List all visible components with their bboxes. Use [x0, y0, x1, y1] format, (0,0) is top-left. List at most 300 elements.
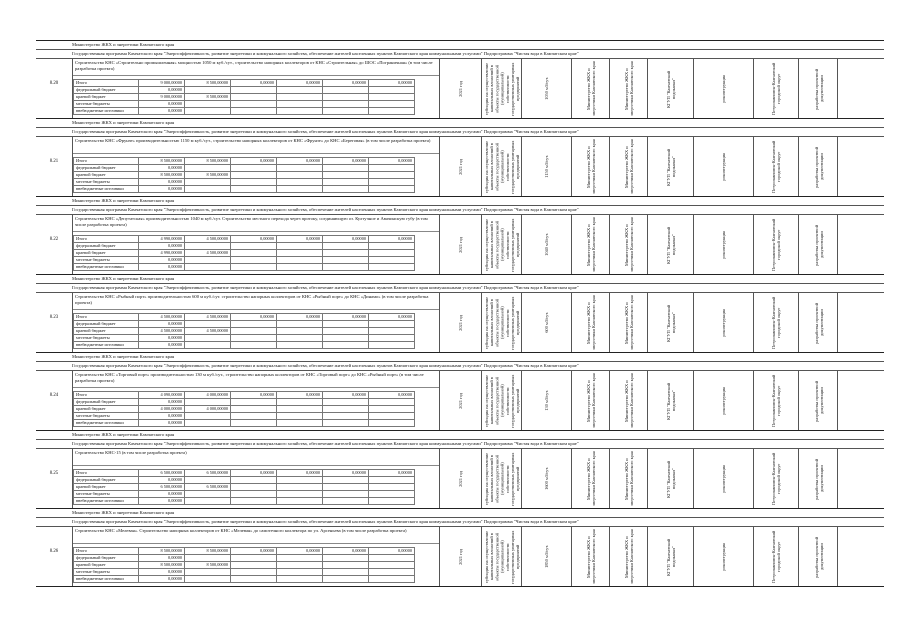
finance-source-label: внебюджетные источники: [74, 264, 139, 271]
finance-value: 4 500,00000: [185, 236, 231, 243]
finance-row: [74, 491, 415, 498]
customer2-cell: [609, 449, 648, 508]
finance-source-label: местные бюджеты: [74, 101, 139, 108]
finance-value: 4 990,00000: [139, 250, 185, 257]
location-text: Петропавловск-Камчатский городской округ: [771, 530, 782, 583]
finance-value: 0,00000: [369, 548, 415, 555]
stage-cell: [693, 137, 754, 196]
finance-value: 0,00000: [139, 186, 185, 193]
finance-value: 0,00000: [323, 236, 369, 243]
object-description-cell: [72, 527, 440, 586]
finance-row: [74, 484, 415, 491]
finance-value: [231, 562, 277, 569]
finance-value: [277, 562, 323, 569]
year-text: 2021 год: [458, 158, 464, 175]
investment-table: [36, 40, 884, 587]
finance-value: 4 500,00000: [185, 314, 231, 321]
capacity-cell: [521, 527, 572, 586]
finance-value: [231, 108, 277, 115]
finance-source-label: внебюджетные источники: [74, 498, 139, 505]
customer1-cell: [571, 59, 610, 118]
purpose-cell: [481, 137, 522, 196]
capacity-text: 130 м3/сут.: [544, 390, 550, 411]
finance-value: [323, 491, 369, 498]
finance-value: [323, 257, 369, 264]
finance-value: [369, 94, 415, 101]
finance-value: 0,00000: [231, 470, 277, 477]
finance-row: [74, 413, 415, 420]
finance-value: [277, 87, 323, 94]
finance-value: 0,00000: [231, 392, 277, 399]
purpose-cell: [481, 59, 522, 118]
finance-value: [185, 101, 231, 108]
finance-source-label: Итого: [74, 392, 139, 399]
stage-cell: [693, 293, 754, 352]
finance-value: 0,00000: [369, 470, 415, 477]
finance-value: 4 090,00000: [139, 392, 185, 399]
ministry-line: Министерство ЖКХ и энергетики Камчатского края: [36, 41, 884, 50]
finance-source-label: краевой бюджет: [74, 172, 139, 179]
finance-source-label: федеральный бюджет: [74, 243, 139, 250]
stage-cell: [693, 371, 754, 430]
finance-source-label: Итого: [74, 314, 139, 321]
purpose-text: субсидия на осуществление капитальных вложений в объекты государственной (муниципальной) собственности государственных унитарных предприятий: [483, 139, 520, 194]
object-description: Строительство КНС «Мелевая». Строительство напорных коллекторов от КНС «Мелевая» до самотечного коллектора по ул. Арсеньева (в том числе разработка проекта): [73, 527, 440, 544]
finance-value: 0,00000: [231, 314, 277, 321]
location-cell: [753, 215, 799, 274]
stage-text: реконструкция: [721, 464, 727, 493]
executor-text: КГУП "Камчатский водоканал": [665, 69, 676, 108]
finance-value: [277, 250, 323, 257]
finance-value: 0,00000: [231, 158, 277, 165]
finance-value: [185, 413, 231, 420]
finance-value: [323, 179, 369, 186]
object-description: Строительство КНС-15 (в том числе разработка проекта): [73, 449, 440, 466]
capacity-cell: [521, 293, 572, 352]
object-block: [36, 430, 884, 508]
finance-source-label: Итого: [74, 470, 139, 477]
finance-value: [277, 413, 323, 420]
year-text: 2021 год: [458, 392, 464, 409]
finance-row: [74, 392, 415, 399]
finance-row: [74, 562, 415, 569]
finance-value: 4 990,00000: [139, 236, 185, 243]
executor-text: КГУП "Камчатский водоканал": [665, 303, 676, 342]
location-cell: [753, 371, 799, 430]
year-cell: [439, 449, 482, 508]
ministry-line: Министерство ЖКХ и энергетики Камчатского края: [36, 509, 884, 518]
finance-row: [74, 477, 415, 484]
customer1-text: Министерство ЖКХ и энергетики Камчатского края: [585, 139, 596, 194]
finance-value: [369, 321, 415, 328]
finance-source-label: федеральный бюджет: [74, 399, 139, 406]
finance-value: [323, 321, 369, 328]
finance-row: [74, 555, 415, 562]
object-description: Строительство КНС «Рыбный порт» производительностью 600 м куб./сут. строительство напорных коллекторов от КНС «Рыбный порт» до КНС «Динамо» (в том числе разработка проекта): [73, 293, 440, 310]
finance-value: [323, 399, 369, 406]
finance-value: [369, 498, 415, 505]
customer1-cell: [571, 527, 610, 586]
finance-value: [369, 406, 415, 413]
finance-value: [369, 243, 415, 250]
finance-row: [74, 94, 415, 101]
stage-text: реконструкция: [721, 308, 727, 337]
customer1-text: Министерство ЖКХ и энергетики Камчатского края: [585, 529, 596, 584]
finance-value: [185, 321, 231, 328]
docs-cell: [798, 293, 839, 352]
finance-value: [277, 498, 323, 505]
finance-value: [277, 172, 323, 179]
finance-value: 0,00000: [277, 314, 323, 321]
customer2-cell: [609, 215, 648, 274]
finance-source-label: местные бюджеты: [74, 569, 139, 576]
executor-cell: [647, 293, 694, 352]
year-cell: [439, 137, 482, 196]
customer2-text: Министерство ЖКХ и энергетики Камчатского края: [623, 529, 634, 584]
finance-value: [369, 491, 415, 498]
ministry-line: Министерство ЖКХ и энергетики Камчатского края: [36, 353, 884, 362]
finance-value: [323, 335, 369, 342]
year-text: 2021 год: [458, 548, 464, 565]
finance-value: 8 500,00000: [185, 562, 231, 569]
finance-value: 0,00000: [139, 108, 185, 115]
capacity-cell: [521, 215, 572, 274]
finance-value: 4 000,00000: [185, 392, 231, 399]
finance-value: [369, 108, 415, 115]
stage-cell: [693, 527, 754, 586]
finance-source-label: Итого: [74, 548, 139, 555]
finance-value: 0,00000: [369, 158, 415, 165]
purpose-text: субсидия на осуществление капитальных вложений в объекты государственной (муниципальной) собственности государственных унитарных предприятий: [483, 529, 520, 584]
finance-value: 0,00000: [139, 342, 185, 349]
finance-value: [231, 179, 277, 186]
finance-value: [369, 172, 415, 179]
object-body: [36, 449, 884, 508]
finance-value: [185, 555, 231, 562]
docs-cell: [798, 59, 839, 118]
finance-value: [277, 264, 323, 271]
purpose-text: субсидия на осуществление капитальных вложений в объекты государственной (муниципальной) собственности государственных унитарных предприятий: [483, 61, 520, 116]
purpose-cell: [481, 449, 522, 508]
customer1-text: Министерство ЖКХ и энергетики Камчатского края: [585, 61, 596, 116]
finance-value: [323, 328, 369, 335]
stage-text: реконструкция: [721, 386, 727, 415]
finance-value: 0,00000: [139, 179, 185, 186]
customer2-text: Министерство ЖКХ и энергетики Камчатского края: [623, 61, 634, 116]
location-text: Петропавловск-Камчатский городской округ: [771, 140, 782, 193]
docs-cell: [798, 371, 839, 430]
finance-value: 0,00000: [139, 498, 185, 505]
executor-cell: [647, 59, 694, 118]
finance-value: [369, 477, 415, 484]
finance-value: 0,00000: [139, 321, 185, 328]
purpose-cell: [481, 293, 522, 352]
finance-value: [185, 491, 231, 498]
finance-row: [74, 342, 415, 349]
finance-value: [369, 569, 415, 576]
finance-table: [73, 391, 415, 427]
capacity-text: 1150 м3/сут.: [544, 155, 550, 178]
finance-value: [369, 257, 415, 264]
finance-value: [277, 491, 323, 498]
finance-source-label: федеральный бюджет: [74, 477, 139, 484]
row-number: 8.23: [49, 315, 59, 320]
finance-source-label: внебюджетные источники: [74, 108, 139, 115]
stage-text: реконструкция: [721, 74, 727, 103]
object-block: [36, 508, 884, 587]
finance-source-label: местные бюджеты: [74, 413, 139, 420]
finance-source-label: федеральный бюджет: [74, 321, 139, 328]
finance-value: [277, 555, 323, 562]
location-cell: [753, 59, 799, 118]
customer1-cell: [571, 215, 610, 274]
finance-table: [73, 313, 415, 349]
finance-value: [231, 328, 277, 335]
finance-value: [323, 243, 369, 250]
stage-cell: [693, 215, 754, 274]
finance-value: [369, 420, 415, 427]
finance-table: [73, 235, 415, 271]
finance-row: [74, 569, 415, 576]
finance-value: [277, 321, 323, 328]
executor-cell: [647, 215, 694, 274]
year-text: 2021 год: [458, 470, 464, 487]
finance-value: [231, 250, 277, 257]
finance-value: [231, 569, 277, 576]
docs-text: разработка проектной документации: [813, 379, 824, 422]
docs-text: разработка проектной документации: [813, 301, 824, 344]
capacity-cell: [521, 371, 572, 430]
object-description: Строительство КНС «Торговый порт» производительностью 130 м куб./сут., строительство напорных коллекторов от КНС «Торговый порт» до КНС «Рыбный порт» (в том числе разработка проекта): [73, 371, 440, 388]
finance-value: [277, 186, 323, 193]
finance-value: 0,00000: [277, 392, 323, 399]
finance-row: [74, 101, 415, 108]
finance-value: [323, 413, 369, 420]
finance-row: [74, 165, 415, 172]
year-cell: [439, 293, 482, 352]
customer2-cell: [609, 59, 648, 118]
finance-value: [231, 555, 277, 562]
finance-value: [323, 87, 369, 94]
location-text: Петропавловск-Камчатский городской округ: [771, 62, 782, 115]
finance-value: 0,00000: [139, 399, 185, 406]
object-block: [36, 118, 884, 196]
finance-value: [277, 484, 323, 491]
finance-value: [323, 250, 369, 257]
finance-value: 0,00000: [369, 236, 415, 243]
stage-cell: [693, 59, 754, 118]
finance-value: [231, 335, 277, 342]
customer2-text: Министерство ЖКХ и энергетики Камчатского края: [623, 139, 634, 194]
docs-cell: [798, 137, 839, 196]
executor-text: КГУП "Камчатский водоканал": [665, 459, 676, 498]
customer2-text: Министерство ЖКХ и энергетики Камчатского края: [623, 451, 634, 506]
finance-value: 0,00000: [369, 80, 415, 87]
customer1-text: Министерство ЖКХ и энергетики Камчатского края: [585, 295, 596, 350]
finance-source-label: Итого: [74, 80, 139, 87]
stage-text: реконструкция: [721, 230, 727, 259]
executor-cell: [647, 137, 694, 196]
finance-row: [74, 399, 415, 406]
finance-value: [323, 406, 369, 413]
finance-value: [277, 399, 323, 406]
object-description-cell: [72, 59, 440, 118]
finance-value: [231, 94, 277, 101]
finance-value: [323, 165, 369, 172]
location-cell: [753, 527, 799, 586]
finance-value: [369, 562, 415, 569]
location-cell: [753, 137, 799, 196]
finance-table: [73, 547, 415, 583]
finance-value: [369, 413, 415, 420]
row-number: 8.20: [49, 81, 59, 86]
purpose-text: субсидия на осуществление капитальных вложений в объекты государственной (муниципальной) собственности государственных унитарных предприятий: [483, 295, 520, 350]
object-block: [36, 274, 884, 352]
finance-value: 8 500,00000: [185, 172, 231, 179]
location-text: Петропавловск-Камчатский городской округ: [771, 218, 782, 271]
finance-value: [323, 477, 369, 484]
finance-value: [185, 420, 231, 427]
finance-value: [323, 108, 369, 115]
finance-value: 0,00000: [139, 413, 185, 420]
finance-value: [231, 477, 277, 484]
finance-source-label: федеральный бюджет: [74, 555, 139, 562]
finance-value: [277, 342, 323, 349]
finance-value: 0,00000: [277, 80, 323, 87]
finance-value: [277, 179, 323, 186]
location-cell: [753, 293, 799, 352]
location-cell: [753, 449, 799, 508]
finance-value: [231, 321, 277, 328]
row-number: 8.26: [49, 549, 59, 554]
finance-value: 8 500,00000: [185, 94, 231, 101]
finance-value: 0,00000: [139, 477, 185, 484]
finance-value: [323, 576, 369, 583]
year-cell: [439, 59, 482, 118]
empty-cell: [837, 293, 884, 352]
finance-source-label: краевой бюджет: [74, 250, 139, 257]
finance-row: [74, 470, 415, 477]
finance-value: 4 500,00000: [185, 250, 231, 257]
finance-source-label: Итого: [74, 236, 139, 243]
empty-cell: [837, 59, 884, 118]
finance-value: [369, 328, 415, 335]
finance-value: [185, 179, 231, 186]
finance-value: 0,00000: [323, 314, 369, 321]
finance-source-label: внебюджетные источники: [74, 342, 139, 349]
program-line: Государственная программа Камчатского края "Энергоэффективность, развитие энергетики и коммунального хозяйства, обеспечение жителей населенных пунктов Камчатского края коммунальными услугами" Подпрограмма "Чистая вода в Камчатском крае": [36, 128, 884, 137]
finance-row: [74, 250, 415, 257]
finance-value: 8 500,00000: [139, 562, 185, 569]
customer1-cell: [571, 293, 610, 352]
finance-value: [323, 264, 369, 271]
finance-source-label: местные бюджеты: [74, 491, 139, 498]
finance-row: [74, 172, 415, 179]
finance-value: [277, 477, 323, 484]
purpose-text: субсидия на осуществление капитальных вложений в объекты государственной (муниципальной) собственности государственных унитарных предприятий: [483, 373, 520, 428]
finance-value: [185, 186, 231, 193]
executor-cell: [647, 449, 694, 508]
program-line: Государственная программа Камчатского края "Энергоэффективность, развитие энергетики и коммунального хозяйства, обеспечение жителей населенных пунктов Камчатского края коммунальными услугами" Подпрограмма "Чистая вода в Камчатском крае": [36, 50, 884, 59]
executor-text: КГУП "Камчатский водоканал": [665, 381, 676, 420]
year-text: 2021 год: [458, 314, 464, 331]
finance-row: [74, 158, 415, 165]
program-line: Государственная программа Камчатского края "Энергоэффективность, развитие энергетики и коммунального хозяйства, обеспечение жителей населенных пунктов Камчатского края коммунальными услугами" Подпрограмма "Чистая вода в Камчатском крае": [36, 440, 884, 449]
ministry-line: Министерство ЖКХ и энергетики Камчатского края: [36, 431, 884, 440]
finance-value: [323, 569, 369, 576]
finance-value: [277, 101, 323, 108]
location-text: Петропавловск-Камчатский городской округ: [771, 452, 782, 505]
capacity-cell: [521, 59, 572, 118]
finance-value: [231, 406, 277, 413]
finance-value: [277, 108, 323, 115]
finance-value: [185, 264, 231, 271]
finance-value: 0,00000: [139, 165, 185, 172]
finance-table: [73, 79, 415, 115]
finance-value: 0,00000: [139, 243, 185, 250]
finance-value: 0,00000: [277, 548, 323, 555]
finance-value: [231, 342, 277, 349]
finance-value: [231, 484, 277, 491]
stage-text: реконструкция: [721, 542, 727, 571]
finance-value: 6 500,00000: [185, 484, 231, 491]
object-description: Строительство КНС «Фрунзе» производительностью 1150 м куб./сут., строительство напорных коллекторов от КНС «Фрунзе» до КНС «Береговая» (в том числе разработка проекта): [73, 137, 440, 154]
object-body: [36, 59, 884, 118]
finance-value: [231, 413, 277, 420]
location-text: Петропавловск-Камчатский городской округ: [771, 296, 782, 349]
finance-value: [323, 186, 369, 193]
finance-value: [323, 498, 369, 505]
finance-value: [277, 569, 323, 576]
finance-value: 8 500,00000: [139, 172, 185, 179]
year-cell: [439, 371, 482, 430]
finance-value: 0,00000: [139, 576, 185, 583]
object-description: Строительство КНС «Строительно промышленная» мощностью 1050 м куб./сут., строительство напорных коллекторов от КНС «Строительная» до ШОС «Пограничная» (в том числе разработка проекта): [73, 59, 440, 76]
object-description-cell: [72, 449, 440, 508]
customer1-text: Министерство ЖКХ и энергетики Камчатского края: [585, 217, 596, 272]
customer1-cell: [571, 449, 610, 508]
finance-value: [369, 186, 415, 193]
finance-value: [277, 335, 323, 342]
docs-cell: [798, 449, 839, 508]
capacity-text: 1040 м3/сут.: [544, 233, 550, 256]
finance-value: [369, 342, 415, 349]
finance-source-label: внебюджетные источники: [74, 420, 139, 427]
finance-value: 0,00000: [231, 236, 277, 243]
ministry-line: Министерство ЖКХ и энергетики Камчатского края: [36, 275, 884, 284]
finance-value: [369, 250, 415, 257]
finance-value: 0,00000: [139, 264, 185, 271]
finance-row: [74, 108, 415, 115]
finance-value: 0,00000: [323, 80, 369, 87]
finance-row: [74, 80, 415, 87]
object-body: [36, 371, 884, 430]
finance-value: 0,00000: [139, 491, 185, 498]
finance-value: [369, 335, 415, 342]
finance-row: [74, 328, 415, 335]
finance-source-label: краевой бюджет: [74, 484, 139, 491]
finance-value: [185, 576, 231, 583]
finance-value: 9 000,00000: [139, 94, 185, 101]
finance-value: 4 500,00000: [139, 328, 185, 335]
capacity-cell: [521, 137, 572, 196]
finance-value: 0,00000: [231, 80, 277, 87]
finance-value: 0,00000: [139, 101, 185, 108]
customer2-text: Министерство ЖКХ и энергетики Камчатского края: [623, 295, 634, 350]
finance-value: [185, 87, 231, 94]
finance-value: [323, 94, 369, 101]
object-block: [36, 352, 884, 430]
